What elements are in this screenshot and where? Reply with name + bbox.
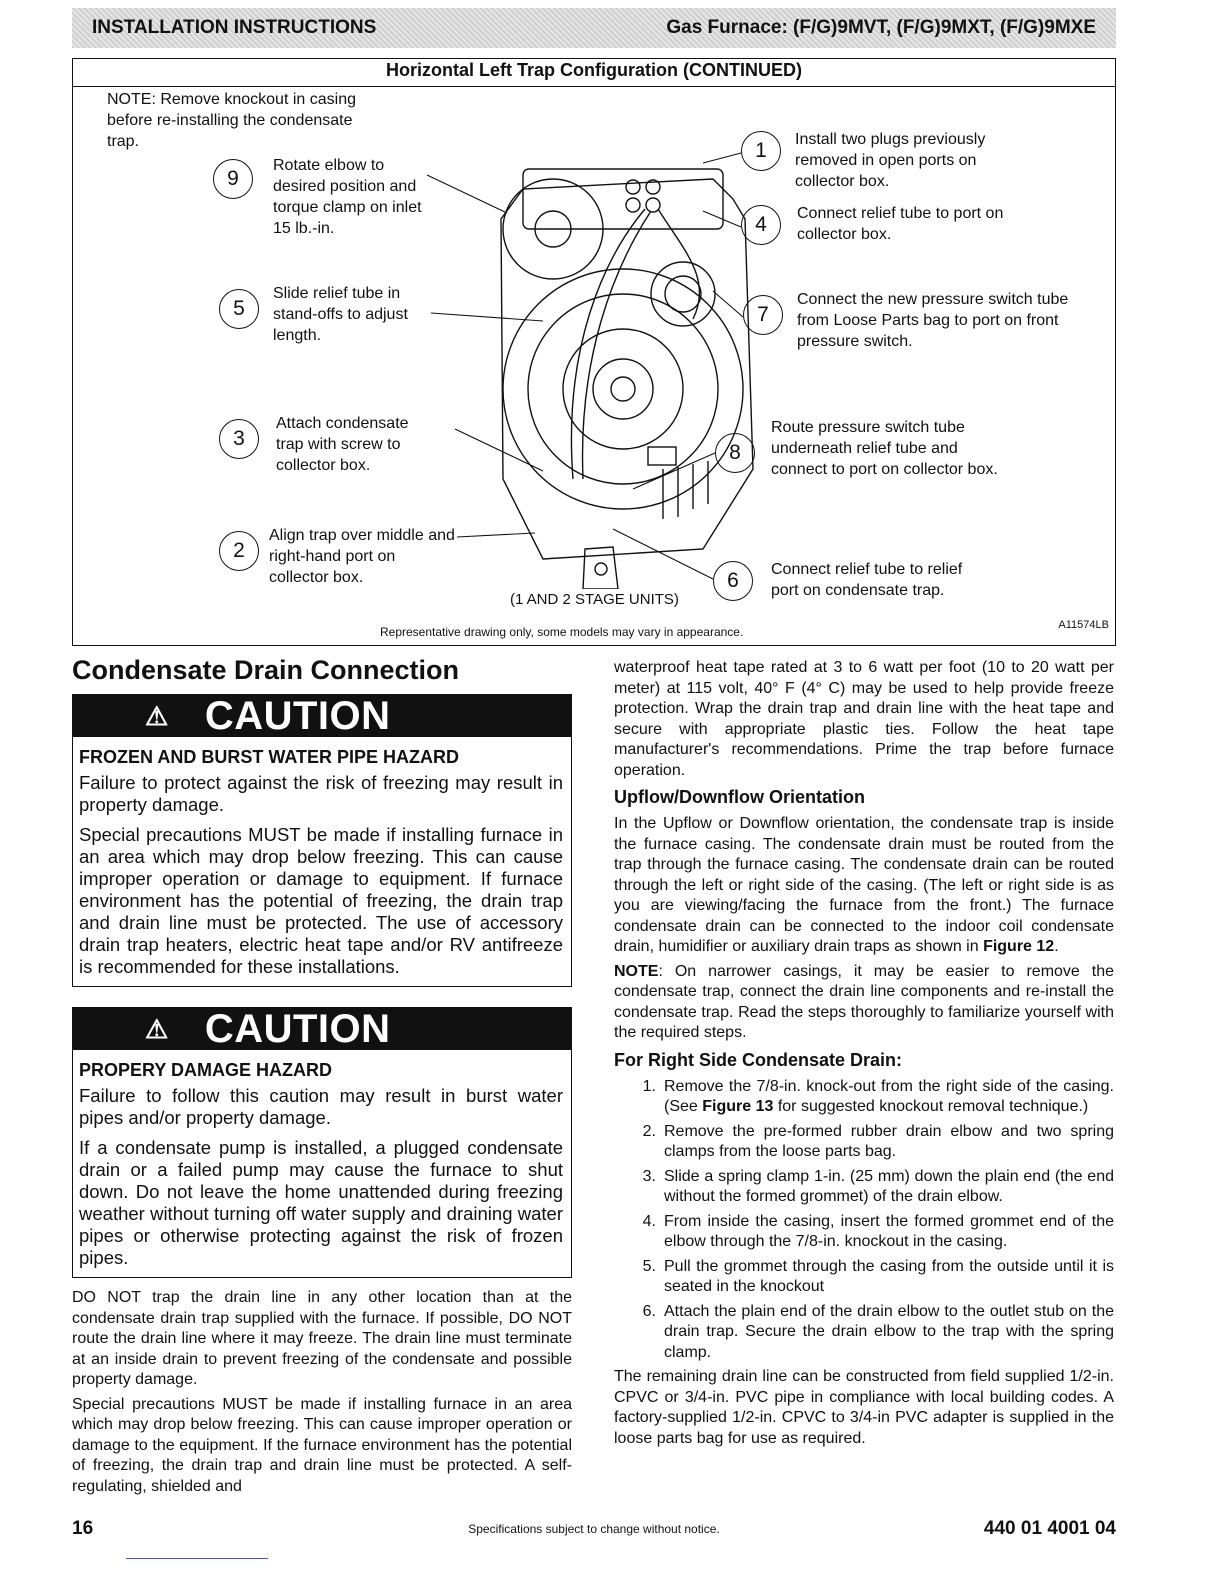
note-paragraph: NOTE: On narrower casings, it may be easier to remove the condensate trap, connect the drain line components and re-install the condensate trap. Read the steps thoroughly to familiarize yourself with the required steps.	[614, 962, 1114, 1041]
figure-note: NOTE: Remove knockout in casing before re-installing the condensate trap.	[107, 91, 356, 150]
callout-6-text: Connect relief tube to relief port on condensate trap.	[771, 561, 963, 599]
warning-triangle-icon: ⚠	[145, 1013, 169, 1044]
document-number: 440 01 4001 04	[983, 1518, 1116, 1539]
page-header	[72, 8, 1116, 48]
hazard-title: PROPERY DAMAGE HAZARD	[79, 1060, 333, 1080]
step-number: 3.	[642, 1167, 656, 1185]
list-item	[614, 1077, 1114, 1118]
leader-lines	[73, 59, 1117, 647]
caution-paragraph: Special precautions MUST be made if installing furnace in an area which may drop below freezing. This can cause improper operation or damage to equipment. If furnace environment has the potential of freezing, the drain trap and drain line must be protected. The use of accessory drain trap heaters, electric heat tape and/or RV antifreeze is recommended for these installations.	[79, 824, 563, 977]
callout-3-circle: 3	[219, 419, 259, 459]
page-number: 16	[72, 1518, 94, 1539]
caution-paragraph: Failure to protect against the risk of freezing may result in property damage.	[79, 772, 563, 815]
callout-7-circle: 7	[743, 295, 783, 335]
figure-title: Horizontal Left Trap Configuration (CONTINUED)	[386, 60, 802, 80]
step-number: 4.	[642, 1212, 656, 1230]
callout-8-text: Route pressure switch tube underneath relief tube and connect to port on collector box.	[771, 419, 998, 478]
step-text: Attach the plain end of the drain elbow to the outlet stub on the drain trap. Secure the drain elbow to the trap with the spring clamp.	[664, 1302, 1114, 1361]
body-paragraph: Special precautions MUST be made if installing furnace in an area which may drop below freezing. This can cause improper operation or damage to the equipment. If the furnace environment has the potential of freezing, the drain trap and drain line must be protected. A self-regulating, shielded and	[72, 1395, 572, 1495]
step-number: 6.	[642, 1302, 656, 1320]
callout-1-circle: 1	[741, 131, 781, 171]
callout-9-text: Rotate elbow to desired position and torque clamp on inlet 15 lb.-in.	[273, 157, 422, 237]
caution-header	[73, 695, 571, 737]
closing-paragraph: The remaining drain line can be constructed from field supplied 1/2-in. CPVC or 3/4-in. PVC pipe in compliance with local building codes. A factory-supplied 1/2-in. CPVC to 3/4-in PVC adapter is supplied in the loose parts bag for use as required.	[614, 1368, 1114, 1447]
warning-triangle-icon: ⚠	[145, 700, 169, 731]
left-column	[72, 655, 572, 1501]
caution-header	[73, 1008, 571, 1050]
step-text: Slide a spring clamp 1-in. (25 mm) down the plain end (the end without the formed grommet) of the drain elbow.	[664, 1167, 1114, 1205]
caution-paragraph: Failure to follow this caution may result in burst water pipes and/or property damage.	[79, 1085, 563, 1128]
caution-label: CAUTION	[204, 1006, 391, 1051]
step-text: Pull the grommet through the casing from the outside until it is seated in the knockout	[664, 1257, 1114, 1295]
step-number: 1.	[642, 1077, 656, 1095]
callout-6-circle: 6	[713, 561, 753, 601]
step-text: Remove the pre-formed rubber drain elbow and two spring clamps from the loose parts bag.	[664, 1122, 1114, 1160]
footer-note: Specifications subject to change without notice.	[468, 1522, 720, 1536]
caution-paragraph: If a condensate pump is installed, a plugged condensate drain or a failed pump may cause the furnace to shut down. Do not leave the home unattended during freezing weather without turning off water supply and draining water pipes or otherwise protecting against the risk of frozen pipes.	[79, 1137, 563, 1268]
callout-2-circle: 2	[219, 531, 259, 571]
callout-4-circle: 4	[741, 205, 781, 245]
upflow-paragraph: In the Upflow or Downflow orientation, the condensate trap is inside the furnace casing. The condensate drain must be routed from the trap through the furnace casing. The condensate drain can be routed through the left or right side of the casing. (The left or right side is as you are viewing/facing the furnace from the front.) The furnace condensate drain can be connected to the indoor coil condensate drain, humidifier or auxiliary drain traps as shown in Figure 12.	[614, 815, 1114, 955]
section-title: Condensate Drain Connection	[72, 655, 460, 685]
step-text: From inside the casing, insert the formed grommet end of the elbow through the 7/8-in. knockout in the casing.	[664, 1212, 1114, 1250]
header-left-title: INSTALLATION INSTRUCTIONS	[92, 17, 377, 38]
note-label: NOTE	[614, 962, 659, 980]
step-text: Remove the 7/8-in. knock-out from the right side of the casing. (See Figure 13 for suggested knockout removal technique.)	[664, 1077, 1114, 1115]
units-caption: (1 AND 2 STAGE UNITS)	[510, 591, 679, 608]
callout-3-text: Attach condensate trap with screw to collector box.	[276, 415, 409, 474]
callout-8-circle: 8	[715, 433, 755, 473]
list-item	[614, 1122, 1114, 1163]
figure-12-reference: Figure 12	[983, 938, 1055, 955]
right-column	[614, 658, 1114, 1453]
list-item	[614, 1257, 1114, 1298]
callout-9-circle: 9	[213, 159, 253, 199]
drain-steps-list	[614, 1077, 1114, 1364]
upflow-heading: Upflow/Downflow Orientation	[614, 787, 865, 807]
callout-5-circle: 5	[219, 289, 259, 329]
callout-2-text: Align trap over middle and right-hand port on collector box.	[269, 527, 455, 586]
figure-box	[72, 58, 1116, 646]
step-number: 5.	[642, 1257, 656, 1275]
figure-reference: Figure 13	[702, 1098, 774, 1115]
list-item	[614, 1212, 1114, 1253]
header-right-title: Gas Furnace: (F/G)9MVT, (F/G)9MXT, (F/G)9MXE	[666, 17, 1096, 38]
right-drain-heading: For Right Side Condensate Drain:	[614, 1049, 903, 1070]
representative-note: Representative drawing only, some models may vary in appearance.	[380, 625, 744, 639]
step-number: 2.	[642, 1122, 656, 1140]
callout-5-text: Slide relief tube in stand-offs to adjust length.	[273, 285, 408, 344]
page-footer	[72, 1518, 1116, 1542]
callout-4-text: Connect relief tube to port on collector box.	[797, 205, 1004, 243]
callout-1-text: Install two plugs previously removed in open ports on collector box.	[795, 131, 986, 190]
body-paragraph: waterproof heat tape rated at 3 to 6 watt per foot (10 to 20 watt per meter) at 115 volt, 40° F (4° C) may be used to help provide freeze protection. Wrap the drain trap and drain line with the heat tape and secure with appropriate plastic ties. Follow the heat tape manufacturer's recommendations. Prime the trap before furnace operation.	[614, 659, 1114, 779]
caution-box-frozen	[72, 694, 572, 987]
body-paragraph: DO NOT trap the drain line in any other location than at the condensate drain trap supplied with the furnace. If possible, DO NOT route the drain line where it may freeze. The drain line must terminate at an inside drain to prevent freezing of the condensate and possible property damage.	[72, 1289, 572, 1388]
list-item	[614, 1302, 1114, 1364]
list-item	[614, 1167, 1114, 1208]
callout-7-text: Connect the new pressure switch tube from Loose Parts bag to port on front pressure switch.	[797, 291, 1069, 350]
footer-link-line	[126, 1558, 268, 1559]
caution-box-property	[72, 1007, 572, 1278]
figure-id: A11574LB	[1058, 619, 1109, 631]
hazard-title: FROZEN AND BURST WATER PIPE HAZARD	[79, 747, 459, 767]
caution-label: CAUTION	[204, 693, 391, 738]
